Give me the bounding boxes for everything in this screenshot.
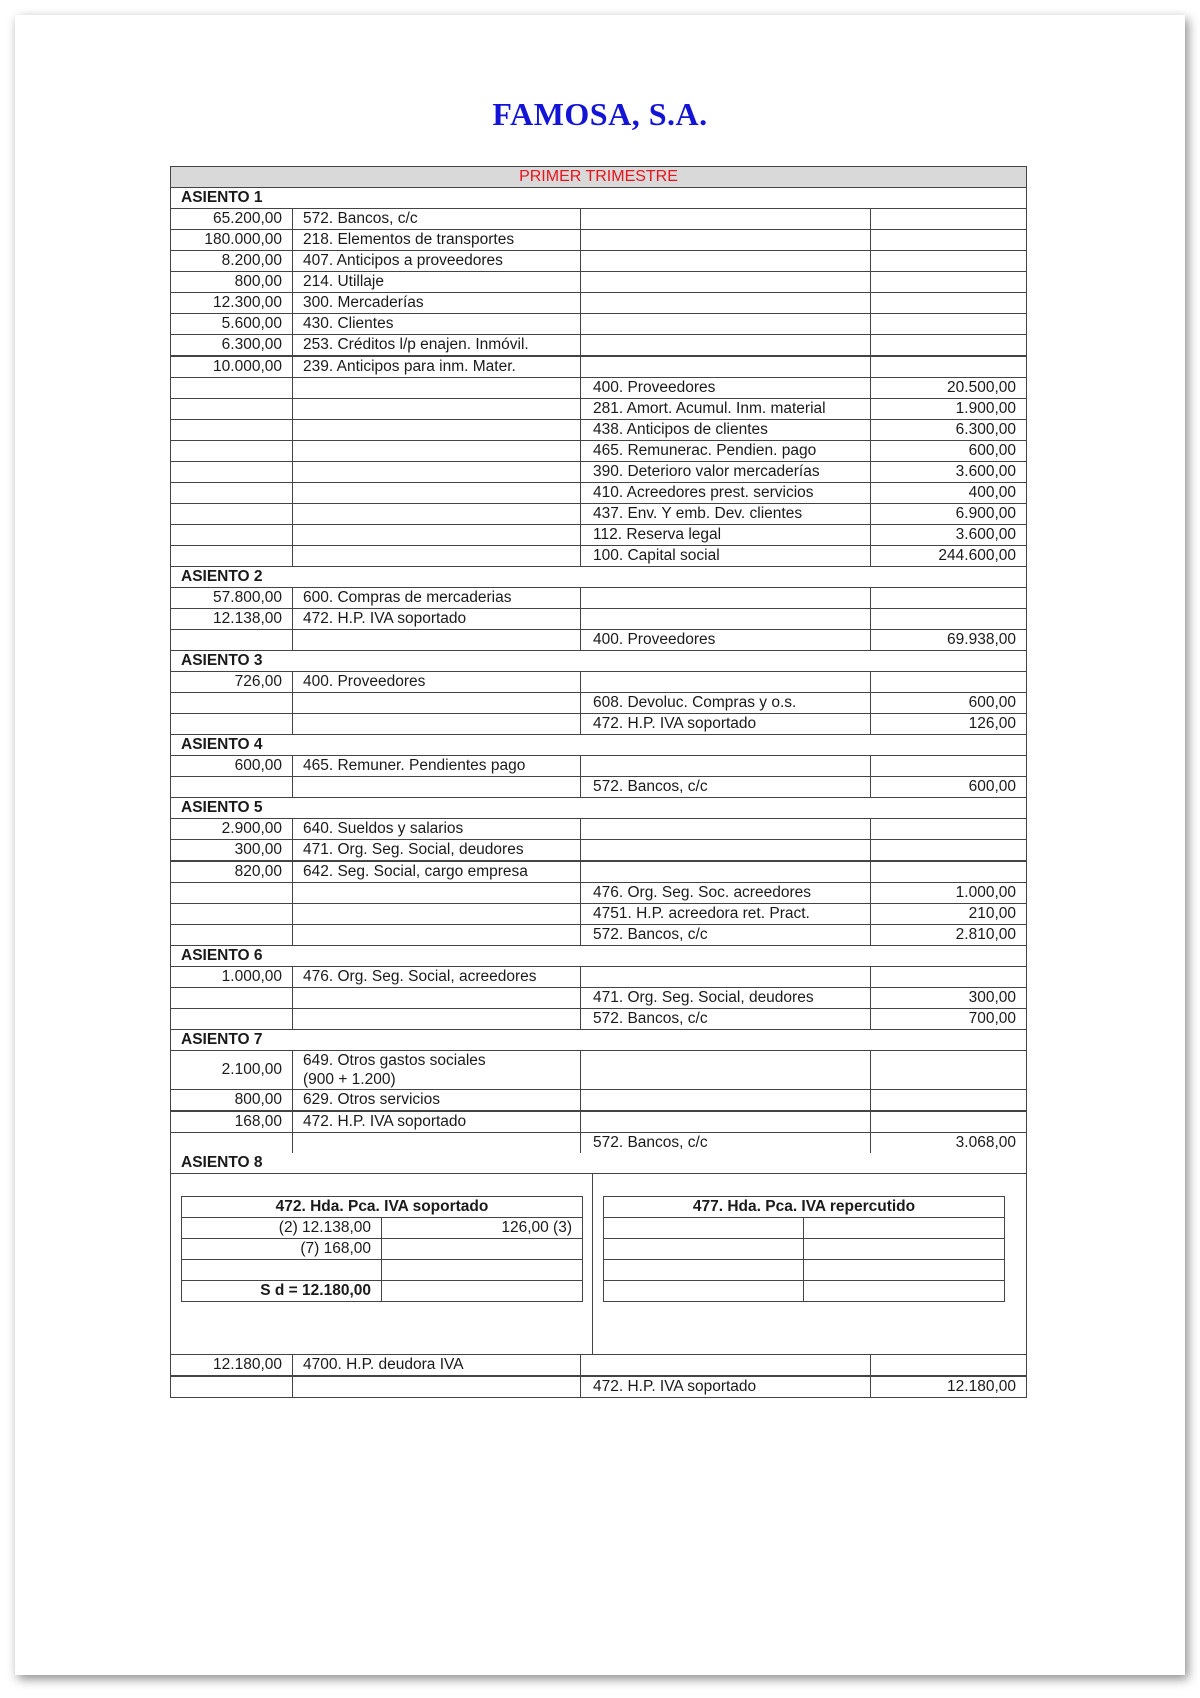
t-accounts-section (171, 1174, 1026, 1355)
t-account-title: 477. Hda. Pca. IVA repercutido (604, 1197, 1004, 1218)
asiento-header: ASIENTO 2 (171, 567, 1026, 588)
credit-amount: 69.938,00 (947, 631, 1016, 648)
t-account-row (604, 1218, 1004, 1239)
credit-account (581, 1112, 871, 1132)
debit-amount: 10.000,00 (171, 357, 293, 377)
t-credit (382, 1239, 582, 1259)
debit-amount: 600,00 (171, 756, 293, 776)
credit-amount (871, 756, 1026, 776)
t-credit (804, 1260, 1004, 1280)
credit-account: 572. Bancos, c/c (581, 777, 871, 797)
journal-row (171, 441, 1026, 462)
debit-amount: 800,00 (171, 1090, 293, 1110)
credit-account: 472. H.P. IVA soportado (581, 714, 871, 734)
credit-account (581, 967, 871, 987)
t-debit (604, 1239, 804, 1259)
credit-amount (871, 672, 1026, 692)
debit-amount (171, 483, 293, 503)
credit-amount (871, 840, 1026, 860)
credit-account: 608. Devoluc. Compras y o.s. (581, 693, 871, 713)
credit-account: 112. Reserva legal (581, 525, 871, 545)
asiento-header: ASIENTO 5 (171, 798, 1026, 819)
debit-amount (171, 630, 293, 650)
debit-amount: 2.900,00 (171, 819, 293, 839)
debit-amount: 300,00 (171, 840, 293, 860)
credit-account: 437. Env. Y emb. Dev. clientes (581, 504, 871, 524)
asiento-header: ASIENTO 8 (171, 1153, 1026, 1174)
debit-account: 572. Bancos, c/c (303, 210, 418, 227)
credit-account: 100. Capital social (581, 546, 871, 566)
debit-amount: 180.000,00 (171, 230, 293, 250)
journal-row (171, 420, 1026, 441)
t-credit (382, 1260, 582, 1280)
credit-account: 465. Remunerac. Pendien. pago (581, 441, 871, 461)
t-credit (804, 1218, 1004, 1238)
debit-amount: 1.000,00 (171, 967, 293, 987)
debit-amount (171, 525, 293, 545)
credit-amount: 600,00 (968, 442, 1016, 459)
credit-account (581, 1355, 871, 1375)
t-account-row (182, 1218, 582, 1239)
t-account-iva-repercutido (603, 1196, 1005, 1302)
credit-account: 410. Acreedores prest. servicios (581, 483, 871, 503)
credit-account (581, 840, 871, 860)
credit-amount: 3.068,00 (955, 1134, 1016, 1151)
debit-amount (171, 1009, 293, 1029)
t-debit (182, 1260, 382, 1280)
journal-row (171, 399, 1026, 420)
debit-account: 400. Proveedores (303, 673, 426, 690)
debit-account: 472. H.P. IVA soportado (303, 1113, 467, 1130)
debit-amount (171, 399, 293, 419)
credit-amount: 210,00 (968, 905, 1016, 922)
credit-account: 400. Proveedores (581, 378, 871, 398)
debit-amount (171, 462, 293, 482)
credit-amount (871, 1112, 1026, 1132)
t-account-row (604, 1260, 1004, 1281)
debit-amount: 12.300,00 (171, 293, 293, 313)
journal-row (171, 251, 1026, 272)
credit-account (581, 251, 871, 271)
journal-row (171, 1377, 1026, 1397)
debit-amount: 2.100,00 (171, 1051, 293, 1089)
journal-row (171, 1133, 1026, 1153)
credit-account: 572. Bancos, c/c (581, 1133, 871, 1153)
debit-amount: 12.180,00 (171, 1355, 293, 1375)
asiento-header: ASIENTO 1 (171, 188, 1026, 209)
credit-amount (871, 1355, 1026, 1375)
journal-row (171, 925, 1026, 946)
debit-amount: 12.138,00 (171, 609, 293, 629)
debit-account: 407. Anticipos a proveedores (303, 252, 503, 269)
credit-amount (871, 314, 1026, 334)
debit-amount (171, 925, 293, 945)
credit-amount (871, 1051, 1026, 1089)
journal-row (171, 777, 1026, 798)
asiento-header: ASIENTO 6 (171, 946, 1026, 967)
credit-amount (871, 251, 1026, 271)
t-credit: 126,00 (3) (501, 1219, 572, 1236)
debit-account-detail: (900 + 1.200) (303, 1071, 396, 1088)
t-account-iva-soportado (181, 1196, 583, 1302)
debit-amount: 6.300,00 (171, 335, 293, 355)
credit-account: 4751. H.P. acreedora ret. Pract. (581, 904, 871, 924)
journal-row (171, 819, 1026, 840)
journal-row (171, 335, 1026, 357)
debit-amount (171, 504, 293, 524)
debit-amount (171, 1133, 293, 1153)
debit-amount: 820,00 (171, 862, 293, 882)
journal-row (171, 272, 1026, 293)
debit-account: 4700. H.P. deudora IVA (303, 1356, 464, 1373)
debit-amount (171, 420, 293, 440)
credit-amount: 300,00 (968, 989, 1016, 1006)
debit-account: 649. Otros gastos sociales (303, 1052, 486, 1069)
debit-amount (171, 546, 293, 566)
journal-row (171, 293, 1026, 314)
credit-account (581, 672, 871, 692)
credit-amount: 2.810,00 (955, 926, 1016, 943)
credit-amount: 600,00 (968, 694, 1016, 711)
t-debit (604, 1281, 804, 1301)
journal-row (171, 714, 1026, 735)
journal-entries (171, 188, 1026, 1153)
credit-account (581, 272, 871, 292)
debit-account: 642. Seg. Social, cargo empresa (303, 863, 528, 880)
credit-account (581, 293, 871, 313)
period-header: PRIMER TRIMESTRE (171, 167, 1026, 188)
debit-account: 430. Clientes (303, 315, 394, 332)
credit-account (581, 862, 871, 882)
t-credit (382, 1281, 582, 1301)
journal-row (171, 462, 1026, 483)
journal-row (171, 1355, 1026, 1377)
asiento-header: ASIENTO 3 (171, 651, 1026, 672)
credit-account (581, 1090, 871, 1110)
journal-row (171, 840, 1026, 862)
debit-amount: 5.600,00 (171, 314, 293, 334)
journal-row (171, 630, 1026, 651)
credit-amount (871, 209, 1026, 229)
debit-amount: 800,00 (171, 272, 293, 292)
credit-account: 476. Org. Seg. Soc. acreedores (581, 883, 871, 903)
debit-account: 471. Org. Seg. Social, deudores (303, 841, 524, 858)
debit-amount (171, 883, 293, 903)
credit-account: 281. Amort. Acumul. Inm. material (581, 399, 871, 419)
debit-amount: 8.200,00 (171, 251, 293, 271)
journal-row (171, 988, 1026, 1009)
credit-amount: 244.600,00 (938, 547, 1016, 564)
t-account-row (604, 1239, 1004, 1260)
credit-amount (871, 1090, 1026, 1110)
debit-amount (171, 441, 293, 461)
credit-amount (871, 588, 1026, 608)
journal-row (171, 504, 1026, 525)
t-debit (604, 1260, 804, 1280)
journal-row (171, 525, 1026, 546)
journal-row (171, 693, 1026, 714)
journal-row (171, 209, 1026, 230)
debit-amount (171, 378, 293, 398)
journal-row (171, 483, 1026, 504)
credit-amount: 126,00 (968, 715, 1016, 732)
debit-account: 640. Sueldos y salarios (303, 820, 464, 837)
journal-row (171, 314, 1026, 335)
credit-account: 472. H.P. IVA soportado (581, 1377, 871, 1397)
t-credit (804, 1239, 1004, 1259)
journal-row (171, 357, 1026, 378)
debit-account: 214. Utillaje (303, 273, 384, 290)
credit-amount: 1.000,00 (955, 884, 1016, 901)
credit-account: 390. Deterioro valor mercaderías (581, 462, 871, 482)
credit-amount: 3.600,00 (955, 526, 1016, 543)
asiento-8 (171, 1153, 1026, 1397)
t-account-title: 472. Hda. Pca. IVA soportado (182, 1197, 582, 1218)
credit-amount (871, 335, 1026, 355)
journal-row (171, 1051, 1026, 1090)
journal-table (170, 166, 1027, 1398)
debit-account: 218. Elementos de transportes (303, 231, 515, 248)
journal-row (171, 1009, 1026, 1030)
debit-amount (171, 988, 293, 1008)
journal-row (171, 609, 1026, 630)
credit-account (581, 588, 871, 608)
debit-amount (171, 904, 293, 924)
journal-row (171, 230, 1026, 251)
debit-amount: 57.800,00 (171, 588, 293, 608)
credit-amount (871, 609, 1026, 629)
debit-account: 600. Compras de mercaderias (303, 589, 512, 606)
credit-amount (871, 862, 1026, 882)
credit-amount: 6.300,00 (955, 421, 1016, 438)
credit-account (581, 609, 871, 629)
credit-amount: 1.900,00 (955, 400, 1016, 417)
debit-account: 239. Anticipos para inm. Mater. (303, 358, 516, 375)
journal-row (171, 672, 1026, 693)
asiento-header: ASIENTO 7 (171, 1030, 1026, 1051)
credit-account: 438. Anticipos de clientes (581, 420, 871, 440)
credit-amount: 12.180,00 (947, 1378, 1016, 1395)
debit-account: 465. Remuner. Pendientes pago (303, 757, 526, 774)
credit-account (581, 1051, 871, 1089)
t-account-row (604, 1281, 1004, 1301)
t-account-row (182, 1281, 582, 1301)
debit-account: 253. Créditos l/p enajen. Inmóvil. (303, 336, 529, 353)
t-debit: (2) 12.138,00 (182, 1218, 382, 1238)
journal-row (171, 1090, 1026, 1112)
credit-amount (871, 819, 1026, 839)
credit-account (581, 335, 871, 355)
credit-account (581, 314, 871, 334)
debit-account: 472. H.P. IVA soportado (303, 610, 467, 627)
credit-amount: 400,00 (968, 484, 1016, 501)
debit-amount (171, 777, 293, 797)
debit-amount (171, 714, 293, 734)
credit-amount (871, 293, 1026, 313)
credit-amount: 3.600,00 (955, 463, 1016, 480)
journal-row (171, 967, 1026, 988)
credit-account: 572. Bancos, c/c (581, 925, 871, 945)
credit-account (581, 819, 871, 839)
credit-account (581, 357, 871, 377)
credit-amount: 600,00 (968, 778, 1016, 795)
credit-account: 471. Org. Seg. Social, deudores (581, 988, 871, 1008)
credit-account (581, 756, 871, 776)
debit-amount (171, 1377, 293, 1397)
debit-amount: 168,00 (171, 1112, 293, 1132)
credit-amount: 6.900,00 (955, 505, 1016, 522)
journal-row (171, 1112, 1026, 1133)
credit-amount (871, 357, 1026, 377)
debit-amount: 65.200,00 (171, 209, 293, 229)
credit-account: 400. Proveedores (581, 630, 871, 650)
journal-row (171, 588, 1026, 609)
journal-row (171, 904, 1026, 925)
company-title: FAMOSA, S.A. (492, 96, 708, 132)
t-account-row (182, 1239, 582, 1260)
credit-account (581, 230, 871, 250)
credit-amount: 700,00 (968, 1010, 1016, 1027)
t-debit: S d = 12.180,00 (182, 1281, 382, 1301)
t-debit: (7) 168,00 (182, 1239, 382, 1259)
journal-row (171, 546, 1026, 567)
journal-row (171, 883, 1026, 904)
journal-row (171, 862, 1026, 883)
debit-amount (171, 693, 293, 713)
debit-account: 629. Otros servicios (303, 1091, 440, 1108)
journal-row (171, 378, 1026, 399)
t-debit (604, 1218, 804, 1238)
credit-account (581, 209, 871, 229)
t-credit (804, 1281, 1004, 1301)
debit-account: 476. Org. Seg. Social, acreedores (303, 968, 537, 985)
credit-account: 572. Bancos, c/c (581, 1009, 871, 1029)
debit-account: 300. Mercaderías (303, 294, 424, 311)
t-account-row (182, 1260, 582, 1281)
debit-amount: 726,00 (171, 672, 293, 692)
credit-amount (871, 272, 1026, 292)
asiento-header: ASIENTO 4 (171, 735, 1026, 756)
journal-row (171, 756, 1026, 777)
credit-amount: 20.500,00 (947, 379, 1016, 396)
credit-amount (871, 230, 1026, 250)
credit-amount (871, 967, 1026, 987)
